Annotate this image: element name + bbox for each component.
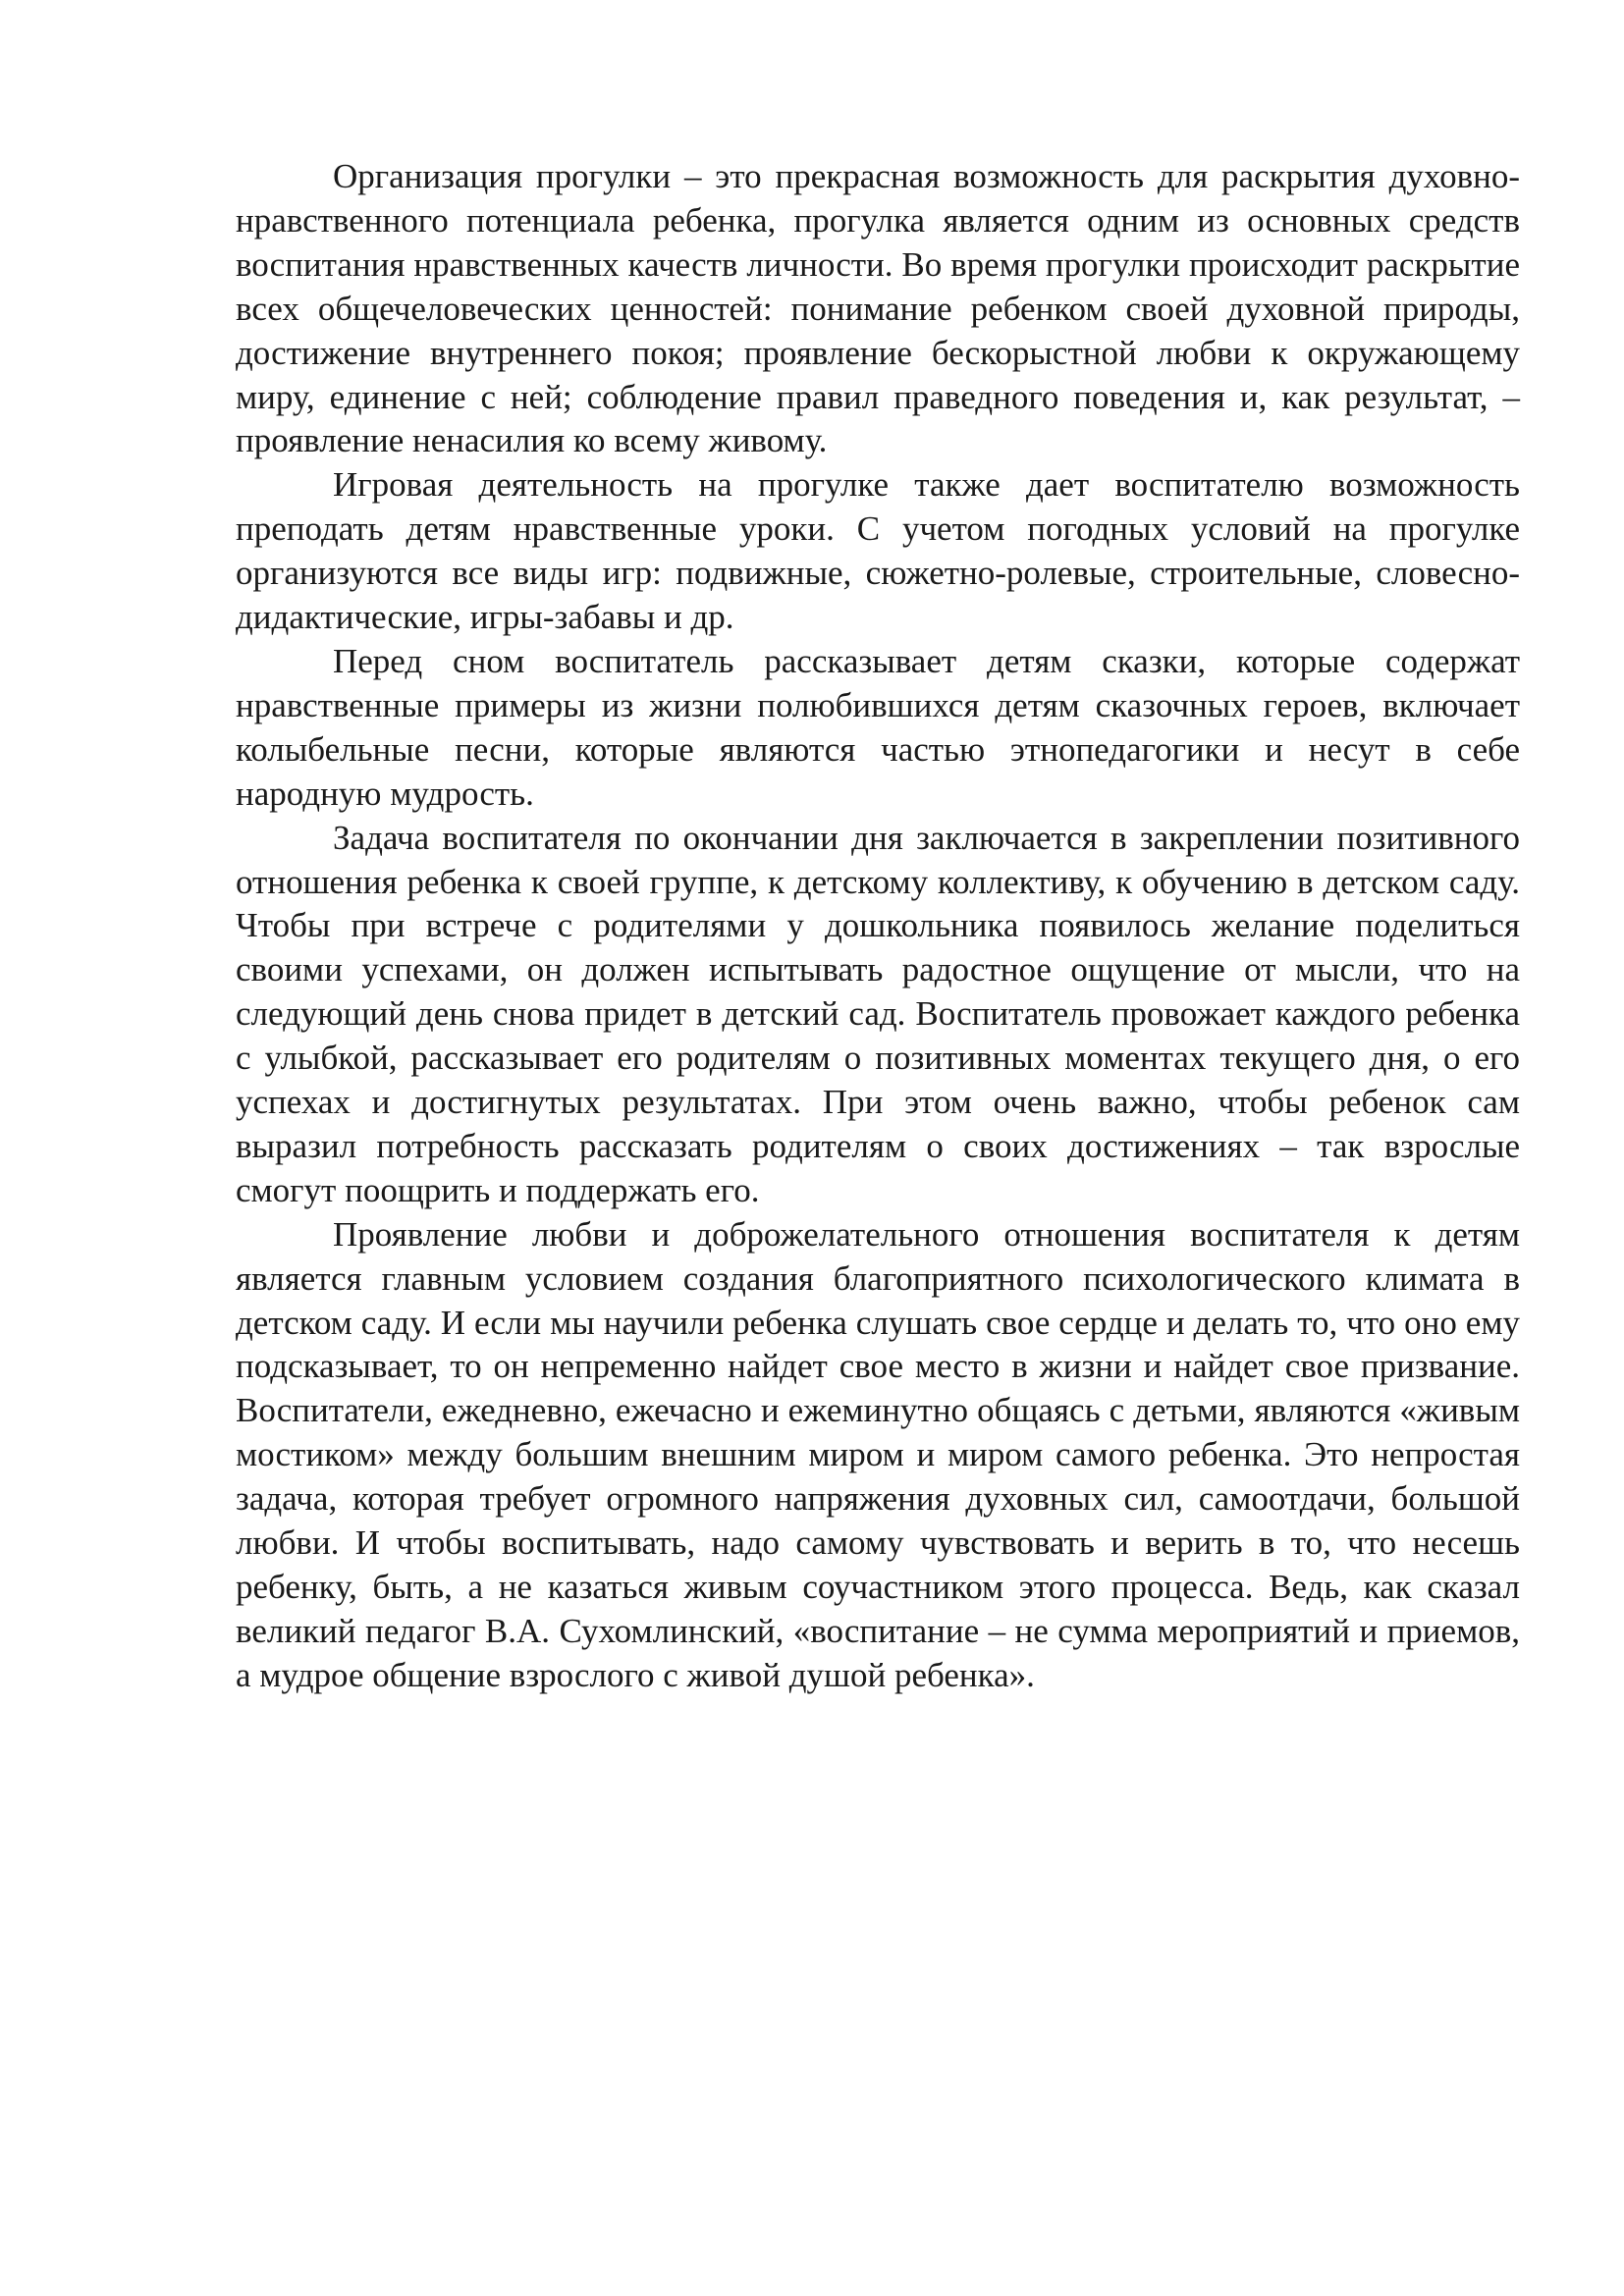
paragraph-love-and-goodwill: Проявление любви и доброжелательного отношения воспитателя к детям является главным условием создания благоприятного психологического климата в детском саду. И если мы научили ребенка слушать свое сердце и делать то, что оно ему подсказывает, то он непременно найдет свое место в жизни и найдет свое призвание. Воспитатели, ежедневно, ежечасно и ежеминутно общаясь с детьми, являются «живым мостиком» между большим внешним миром и миром самого ребенка. Это непростая задача, которая требует огромного напряжения духовных сил, самоотдачи, большой любви. И чтобы воспитывать, надо самому чувствовать и верить в то, что несешь ребенку, быть, а не казаться живым соучастником этого процесса. Ведь, как сказал великий педагог В.А. Сухомлинский, «воспитание – не сумма мероприятий и приемов, а мудрое общение взрослого с живой душой ребенка». <box>236 1214 1520 1694</box>
paragraph-bedtime-stories: Перед сном воспитатель рассказывает детям сказки, которые содержат нравственные примеры из жизни полюбившихся детям сказочных героев, включает колыбельные песни, которые являются частью этнопедагогики и несут в себе народную мудрость. <box>236 641 1520 813</box>
document-body <box>236 155 1520 1698</box>
paragraph-end-of-day: Задача воспитателя по окончании дня заключается в закреплении позитивного отношения ребенка к своей группе, к детскому коллективу, к обучению в детском саду. Чтобы при встрече с родителями у дошкольника появилось желание поделиться своими успехами, он должен испытывать радостное ощущение от мысли, что на следующий день снова придет в детский сад. Воспитатель провожает каждого ребенка с улыбкой, рассказывает его родителям о позитивных моментах текущего дня, о его успехах и достигнутых результатах. При этом очень важно, чтобы ребенок сам выразил потребность рассказать родителям о своих достижениях – так взрослые смогут поощрить и поддержать его. <box>236 818 1520 1209</box>
paragraph-walk-organization: Организация прогулки – это прекрасная возможность для раскрытия духовно-нравственного потенциала ребенка, прогулка является одним из основных средств воспитания нравственных качеств личности. Во время прогулки происходит раскрытие всех общечеловеческих ценностей: понимание ребенком своей духовной природы, достижение внутреннего покоя; проявление бескорыстной любви к окружающему миру, единение с ней; соблюдение правил праведного поведения и, как результат, – проявление ненасилия ко всему живому. <box>236 157 1520 460</box>
paragraph-play-activity: Игровая деятельность на прогулке также дает воспитателю возможность преподать детям нравственные уроки. С учетом погодных условий на прогулке организуются все виды игр: подвижные, сюжетно-ролевые, строительные, словесно-дидактические, игры-забавы и др. <box>236 465 1520 637</box>
